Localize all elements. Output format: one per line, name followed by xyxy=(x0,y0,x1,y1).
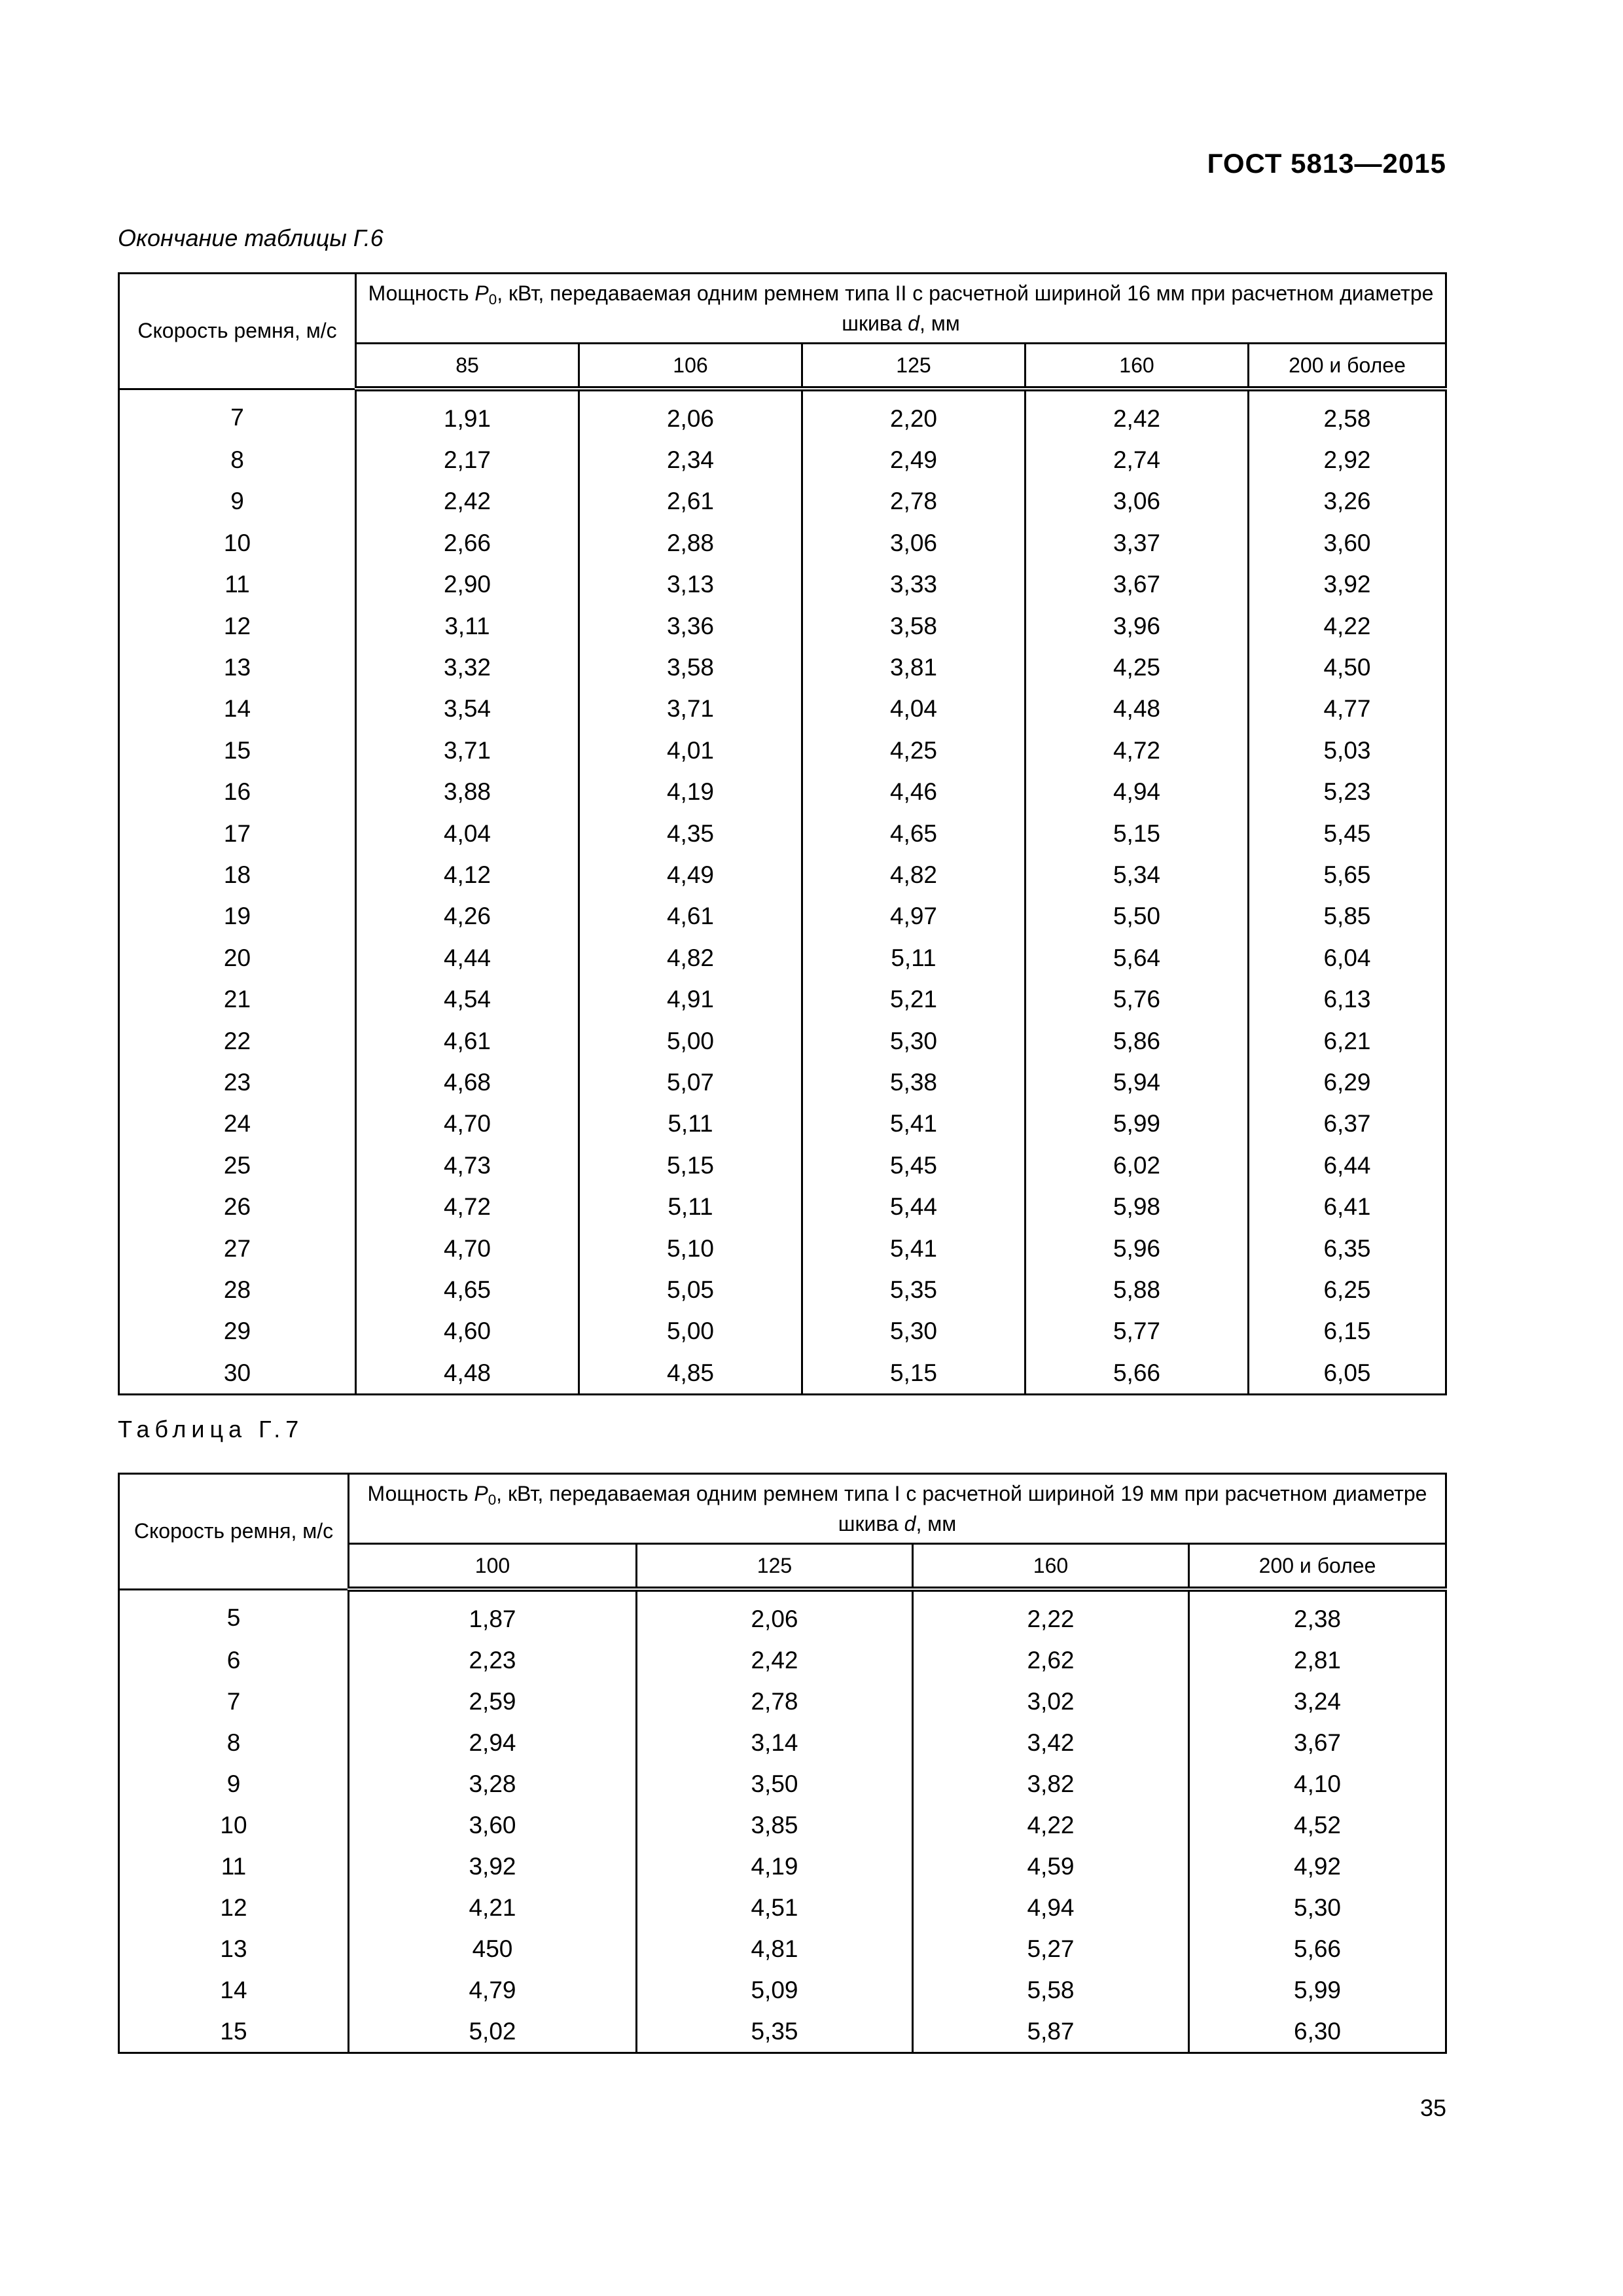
power-cell: 5,45 xyxy=(802,1145,1026,1186)
table-row xyxy=(119,564,1446,605)
power-cell: 5,11 xyxy=(802,937,1026,978)
speed-cell: 13 xyxy=(119,1928,349,1969)
power-cell: 5,58 xyxy=(913,1969,1189,2011)
power-cell: 4,44 xyxy=(356,937,579,978)
power-cell: 4,51 xyxy=(637,1887,913,1928)
speed-header: Скорость ремня, м/с xyxy=(119,1474,349,1590)
power-cell: 4,94 xyxy=(1026,772,1249,813)
table-row xyxy=(119,605,1446,647)
power-cell: 2,38 xyxy=(1189,1589,1446,1640)
diameter-header-cell: 160 xyxy=(913,1544,1189,1590)
power-cell: 4,48 xyxy=(356,1352,579,1395)
diameter-header-cell: 125 xyxy=(802,344,1026,389)
table-row xyxy=(119,1640,1446,1681)
power-cell: 5,02 xyxy=(349,2011,637,2053)
power-cell: 2,61 xyxy=(579,481,802,522)
power-cell: 4,26 xyxy=(356,896,579,937)
power-cell: 3,71 xyxy=(356,730,579,771)
power-cell: 5,34 xyxy=(1026,854,1249,895)
power-cell: 4,19 xyxy=(579,772,802,813)
power-cell: 6,37 xyxy=(1249,1103,1446,1145)
power-cell: 5,03 xyxy=(1249,730,1446,771)
speed-cell: 30 xyxy=(119,1352,356,1395)
speed-cell: 17 xyxy=(119,813,356,854)
power-cell: 2,06 xyxy=(637,1589,913,1640)
speed-header: Скорость ремня, м/с xyxy=(119,274,356,389)
speed-cell: 5 xyxy=(119,1589,349,1640)
power-cell: 5,98 xyxy=(1026,1186,1249,1227)
table-row xyxy=(119,854,1446,895)
power-cell: 4,70 xyxy=(356,1228,579,1269)
power-cell: 2,62 xyxy=(913,1640,1189,1681)
power-cell: 4,25 xyxy=(802,730,1026,771)
power-cell: 4,46 xyxy=(802,772,1026,813)
power-cell: 4,92 xyxy=(1189,1846,1446,1887)
speed-cell: 16 xyxy=(119,772,356,813)
power-cell: 5,99 xyxy=(1189,1969,1446,2011)
power-cell: 4,72 xyxy=(356,1186,579,1227)
table-row xyxy=(119,1352,1446,1395)
power-cell: 5,77 xyxy=(1026,1311,1249,1352)
power-cell: 6,41 xyxy=(1249,1186,1446,1227)
table-row xyxy=(119,1062,1446,1103)
table-row xyxy=(119,647,1446,688)
power-cell: 3,85 xyxy=(637,1804,913,1846)
power-cell: 2,22 xyxy=(913,1589,1189,1640)
speed-cell: 13 xyxy=(119,647,356,688)
power-cell: 4,52 xyxy=(1189,1804,1446,1846)
power-cell: 3,36 xyxy=(579,605,802,647)
power-cell: 4,22 xyxy=(913,1804,1189,1846)
table-row xyxy=(119,1186,1446,1227)
power-cell: 3,67 xyxy=(1189,1722,1446,1763)
table-row xyxy=(119,439,1446,480)
power-cell: 3,58 xyxy=(802,605,1026,647)
power-cell: 2,42 xyxy=(1026,389,1249,439)
power-cell: 6,13 xyxy=(1249,978,1446,1020)
power-cell: 6,35 xyxy=(1249,1228,1446,1269)
diameter-header-cell: 200 и более xyxy=(1249,344,1446,389)
power-cell: 5,38 xyxy=(802,1062,1026,1103)
power-cell: 6,04 xyxy=(1249,937,1446,978)
table-row xyxy=(119,1804,1446,1846)
power-cell: 3,88 xyxy=(356,772,579,813)
power-cell: 2,74 xyxy=(1026,439,1249,480)
speed-cell: 6 xyxy=(119,1640,349,1681)
table-row xyxy=(119,1763,1446,1804)
power-cell: 4,59 xyxy=(913,1846,1189,1887)
power-cell: 3,26 xyxy=(1249,481,1446,522)
power-cell: 1,91 xyxy=(356,389,579,439)
power-cell: 5,00 xyxy=(579,1020,802,1062)
table-g6-body xyxy=(119,389,1446,1395)
power-cell: 2,88 xyxy=(579,522,802,564)
speed-cell: 8 xyxy=(119,1722,349,1763)
table-g6-caption: Окончание таблицы Г.6 xyxy=(118,224,383,251)
power-cell: 2,42 xyxy=(356,481,579,522)
diameter-header-cell: 160 xyxy=(1026,344,1249,389)
power-cell: 3,67 xyxy=(1026,564,1249,605)
power-cell: 6,29 xyxy=(1249,1062,1446,1103)
power-cell: 4,22 xyxy=(1249,605,1446,647)
power-cell: 2,49 xyxy=(802,439,1026,480)
power-cell: 2,78 xyxy=(802,481,1026,522)
power-cell: 6,05 xyxy=(1249,1352,1446,1395)
table-row xyxy=(119,1311,1446,1352)
power-cell: 2,58 xyxy=(1249,389,1446,439)
power-cell: 4,04 xyxy=(356,813,579,854)
table-row xyxy=(119,522,1446,564)
table-g6 xyxy=(118,272,1447,1395)
table-row xyxy=(119,772,1446,813)
power-cell: 3,02 xyxy=(913,1681,1189,1722)
speed-cell: 12 xyxy=(119,1887,349,1928)
speed-cell: 14 xyxy=(119,689,356,730)
power-cell: 4,82 xyxy=(579,937,802,978)
table-g7 xyxy=(118,1473,1447,2054)
table-row xyxy=(119,978,1446,1020)
power-header: Мощность $P_0$, кВт, передаваемая одним ремнем типа I с расчетной шириной 19 мм при расчетном диаметре шкива d, мм xyxy=(349,1474,1446,1544)
power-cell: 3,58 xyxy=(579,647,802,688)
power-cell: 3,81 xyxy=(802,647,1026,688)
power-cell: 5,45 xyxy=(1249,813,1446,854)
power-cell: 4,94 xyxy=(913,1887,1189,1928)
power-cell: 5,66 xyxy=(1026,1352,1249,1395)
power-cell: 4,12 xyxy=(356,854,579,895)
power-cell: 6,21 xyxy=(1249,1020,1446,1062)
power-cell: 5,88 xyxy=(1026,1269,1249,1310)
power-cell: 5,27 xyxy=(913,1928,1189,1969)
table-row xyxy=(119,689,1446,730)
power-cell: 4,01 xyxy=(579,730,802,771)
power-cell: 2,92 xyxy=(1249,439,1446,480)
page-number: 35 xyxy=(1419,2094,1446,2121)
power-cell: 4,35 xyxy=(579,813,802,854)
speed-cell: 29 xyxy=(119,1311,356,1352)
power-cell: 5,86 xyxy=(1026,1020,1249,1062)
power-cell: 3,42 xyxy=(913,1722,1189,1763)
power-cell: 4,73 xyxy=(356,1145,579,1186)
table-row xyxy=(119,1589,1446,1640)
power-cell: 5,44 xyxy=(802,1186,1026,1227)
power-cell: 4,21 xyxy=(349,1887,637,1928)
power-cell: 5,87 xyxy=(913,2011,1189,2053)
power-cell: 3,28 xyxy=(349,1763,637,1804)
power-cell: 4,91 xyxy=(579,978,802,1020)
power-cell: 450 xyxy=(349,1928,637,1969)
table-row xyxy=(119,1145,1446,1186)
power-cell: 2,81 xyxy=(1189,1640,1446,1681)
table-row xyxy=(119,1269,1446,1310)
power-cell: 4,79 xyxy=(349,1969,637,2011)
power-cell: 5,09 xyxy=(637,1969,913,2011)
diameter-header-cell: 85 xyxy=(356,344,579,389)
speed-cell: 14 xyxy=(119,1969,349,2011)
power-cell: 4,60 xyxy=(356,1311,579,1352)
power-cell: 4,54 xyxy=(356,978,579,1020)
power-cell: 4,49 xyxy=(579,854,802,895)
speed-cell: 20 xyxy=(119,937,356,978)
table-row xyxy=(119,896,1446,937)
power-cell: 5,15 xyxy=(579,1145,802,1186)
power-cell: 2,20 xyxy=(802,389,1026,439)
table-g7-body xyxy=(119,1589,1446,2053)
table-row xyxy=(119,937,1446,978)
power-cell: 5,11 xyxy=(579,1186,802,1227)
power-cell: 4,19 xyxy=(637,1846,913,1887)
power-cell: 4,61 xyxy=(356,1020,579,1062)
speed-cell: 15 xyxy=(119,730,356,771)
power-cell: 4,97 xyxy=(802,896,1026,937)
speed-cell: 28 xyxy=(119,1269,356,1310)
speed-cell: 24 xyxy=(119,1103,356,1145)
speed-cell: 26 xyxy=(119,1186,356,1227)
power-cell: 2,66 xyxy=(356,522,579,564)
table-row xyxy=(119,389,1446,439)
power-header: Мощность $P_0$, кВт, передаваемая одним ремнем типа II с расчетной шириной 16 мм при расчетном диаметре шкива d, мм xyxy=(356,274,1446,344)
power-cell: 4,25 xyxy=(1026,647,1249,688)
power-cell: 2,06 xyxy=(579,389,802,439)
power-cell: 3,96 xyxy=(1026,605,1249,647)
power-cell: 5,66 xyxy=(1189,1928,1446,1969)
power-cell: 3,60 xyxy=(1249,522,1446,564)
power-cell: 5,10 xyxy=(579,1228,802,1269)
speed-cell: 9 xyxy=(119,481,356,522)
power-cell: 3,92 xyxy=(1249,564,1446,605)
power-cell: 5,00 xyxy=(579,1311,802,1352)
power-cell: 4,48 xyxy=(1026,689,1249,730)
power-cell: 3,33 xyxy=(802,564,1026,605)
power-cell: 3,24 xyxy=(1189,1681,1446,1722)
power-cell: 3,11 xyxy=(356,605,579,647)
speed-cell: 21 xyxy=(119,978,356,1020)
table-row xyxy=(119,730,1446,771)
power-cell: 1,87 xyxy=(349,1589,637,1640)
power-cell: 4,50 xyxy=(1249,647,1446,688)
power-cell: 5,30 xyxy=(802,1311,1026,1352)
speed-cell: 22 xyxy=(119,1020,356,1062)
power-cell: 5,76 xyxy=(1026,978,1249,1020)
power-cell: 5,96 xyxy=(1026,1228,1249,1269)
power-cell: 5,23 xyxy=(1249,772,1446,813)
power-cell: 5,41 xyxy=(802,1228,1026,1269)
table-row xyxy=(119,1228,1446,1269)
speed-cell: 7 xyxy=(119,1681,349,1722)
power-cell: 2,34 xyxy=(579,439,802,480)
power-cell: 2,94 xyxy=(349,1722,637,1763)
power-cell: 3,71 xyxy=(579,689,802,730)
power-cell: 5,35 xyxy=(637,2011,913,2053)
power-cell: 5,21 xyxy=(802,978,1026,1020)
speed-cell: 18 xyxy=(119,854,356,895)
power-cell: 2,23 xyxy=(349,1640,637,1681)
speed-cell: 27 xyxy=(119,1228,356,1269)
diameter-header-cell: 106 xyxy=(579,344,802,389)
document-code: ГОСТ 5813—2015 xyxy=(1207,148,1446,179)
power-cell: 4,68 xyxy=(356,1062,579,1103)
speed-cell: 23 xyxy=(119,1062,356,1103)
table-row xyxy=(119,1969,1446,2011)
table-row xyxy=(119,1681,1446,1722)
power-cell: 5,35 xyxy=(802,1269,1026,1310)
power-cell: 2,90 xyxy=(356,564,579,605)
power-cell: 5,11 xyxy=(579,1103,802,1145)
power-cell: 5,65 xyxy=(1249,854,1446,895)
speed-cell: 12 xyxy=(119,605,356,647)
table-row xyxy=(119,1846,1446,1887)
speed-cell: 7 xyxy=(119,389,356,439)
power-cell: 3,14 xyxy=(637,1722,913,1763)
table-row xyxy=(119,1020,1446,1062)
power-cell: 3,32 xyxy=(356,647,579,688)
power-cell: 3,06 xyxy=(802,522,1026,564)
speed-cell: 15 xyxy=(119,2011,349,2053)
table-row xyxy=(119,1103,1446,1145)
power-cell: 5,30 xyxy=(1189,1887,1446,1928)
power-cell: 5,15 xyxy=(1026,813,1249,854)
power-cell: 5,07 xyxy=(579,1062,802,1103)
power-cell: 4,65 xyxy=(802,813,1026,854)
table-row xyxy=(119,481,1446,522)
power-cell: 5,15 xyxy=(802,1352,1026,1395)
power-cell: 4,65 xyxy=(356,1269,579,1310)
power-cell: 3,60 xyxy=(349,1804,637,1846)
power-cell: 3,82 xyxy=(913,1763,1189,1804)
power-cell: 3,06 xyxy=(1026,481,1249,522)
power-cell: 4,61 xyxy=(579,896,802,937)
table-row xyxy=(119,1928,1446,1969)
power-cell: 5,64 xyxy=(1026,937,1249,978)
power-cell: 6,30 xyxy=(1189,2011,1446,2053)
power-cell: 4,82 xyxy=(802,854,1026,895)
power-cell: 4,70 xyxy=(356,1103,579,1145)
speed-cell: 9 xyxy=(119,1763,349,1804)
power-cell: 5,05 xyxy=(579,1269,802,1310)
table-g7-caption: Таблица Г.7 xyxy=(118,1416,304,1443)
table-row xyxy=(119,1722,1446,1763)
power-cell: 4,85 xyxy=(579,1352,802,1395)
power-cell: 3,37 xyxy=(1026,522,1249,564)
power-cell: 5,41 xyxy=(802,1103,1026,1145)
diameter-header-cell: 125 xyxy=(637,1544,913,1590)
speed-cell: 10 xyxy=(119,1804,349,1846)
power-cell: 6,25 xyxy=(1249,1269,1446,1310)
table-row xyxy=(119,813,1446,854)
power-cell: 3,13 xyxy=(579,564,802,605)
speed-cell: 10 xyxy=(119,522,356,564)
power-cell: 2,78 xyxy=(637,1681,913,1722)
power-cell: 3,50 xyxy=(637,1763,913,1804)
power-cell: 6,15 xyxy=(1249,1311,1446,1352)
diameter-header-cell: 200 и более xyxy=(1189,1544,1446,1590)
power-cell: 5,85 xyxy=(1249,896,1446,937)
table-row xyxy=(119,1887,1446,1928)
power-cell: 4,10 xyxy=(1189,1763,1446,1804)
diameter-header-cell: 100 xyxy=(349,1544,637,1590)
power-cell: 4,77 xyxy=(1249,689,1446,730)
table-row xyxy=(119,2011,1446,2053)
speed-cell: 11 xyxy=(119,564,356,605)
power-cell: 2,42 xyxy=(637,1640,913,1681)
power-cell: 6,44 xyxy=(1249,1145,1446,1186)
power-cell: 2,17 xyxy=(356,439,579,480)
power-cell: 3,54 xyxy=(356,689,579,730)
speed-cell: 19 xyxy=(119,896,356,937)
power-cell: 5,94 xyxy=(1026,1062,1249,1103)
power-cell: 3,92 xyxy=(349,1846,637,1887)
power-cell: 4,72 xyxy=(1026,730,1249,771)
power-cell: 5,30 xyxy=(802,1020,1026,1062)
speed-cell: 25 xyxy=(119,1145,356,1186)
speed-cell: 8 xyxy=(119,439,356,480)
power-cell: 5,99 xyxy=(1026,1103,1249,1145)
speed-cell: 11 xyxy=(119,1846,349,1887)
power-cell: 5,50 xyxy=(1026,896,1249,937)
power-cell: 4,81 xyxy=(637,1928,913,1969)
power-cell: 6,02 xyxy=(1026,1145,1249,1186)
power-cell: 4,04 xyxy=(802,689,1026,730)
power-cell: 2,59 xyxy=(349,1681,637,1722)
